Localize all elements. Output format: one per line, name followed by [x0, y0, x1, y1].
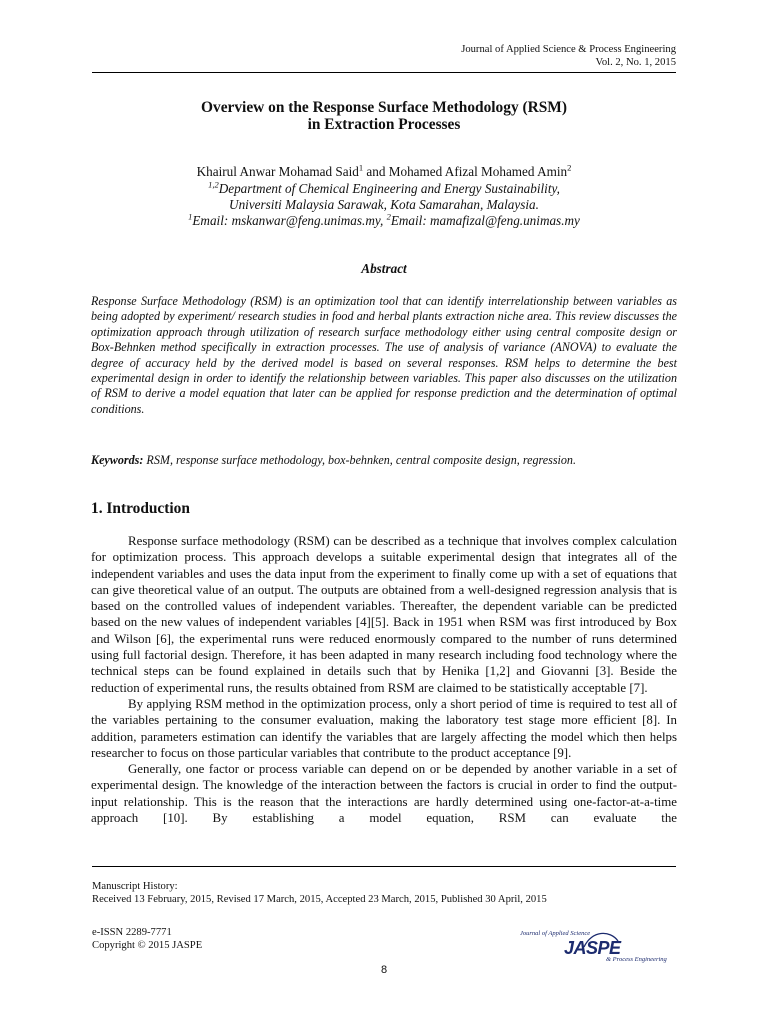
copyright: Copyright © 2015 JASPE [92, 940, 203, 951]
affiliation-department: Department of Chemical Engineering and Energy Sustainability, [218, 181, 560, 196]
email-2-sup: 2 [386, 211, 391, 222]
section-heading-introduction: 1. Introduction [91, 500, 190, 517]
author-connector: and [363, 164, 389, 179]
author-1-sup: 1 [358, 162, 364, 173]
email-1-sup: 1 [188, 211, 193, 222]
author-2: Mohamed Afizal Mohamed Amin [388, 164, 568, 179]
keywords-label: Keywords: [91, 453, 144, 467]
paper-title [92, 100, 676, 133]
svg-text:Journal of Applied Science: Journal of Applied Science [520, 930, 591, 937]
affiliation-line-1 [92, 181, 676, 197]
keywords-text: RSM, response surface methodology, box-behnken, central composite design, regression. [143, 453, 577, 467]
author-1: Khairul Anwar Mohamad Said [196, 164, 359, 179]
manuscript-history-label: Manuscript History: [92, 881, 178, 892]
svg-text:JASPE: JASPE [564, 938, 621, 958]
author-list [92, 164, 676, 180]
page-number: 8 [380, 964, 388, 976]
email-line [92, 213, 676, 229]
issn: e-ISSN 2289-7771 [92, 927, 172, 938]
paragraph: Response surface methodology (RSM) can be described as a technique that involves complex calculation for optimization process. This approach develops a suitable experimental design that integrates all of the independent variables and uses the data input from the experiment to finally come up with a set of equations that can give theoretical value of an output. The outputs are obtained from a well-designed regression analysis that is based on the controlled values of independent variables. Thereafter, the dependent variable can be predicted based on the new values of independent variables [4][5]. Back in 1951 when RSM was first introduced by Box and Wilson [6], the experimental runs were reduced enormously compared to the number of runs determined using full factorial design. Therefore, it has been adapted in many research including food technology where the technical steps can be found explained in details such that by Henika [1,2] and Giovanni [3]. Beside the reduction of experimental runs, the results obtained from RSM are claimed to be statistically acceptable [7]. [91, 534, 677, 695]
manuscript-history-dates: Received 13 February, 2015, Revised 17 March, 2015, Accepted 23 March, 2015, Published 30 April, 2015 [92, 894, 547, 905]
introduction-body [91, 533, 677, 826]
journal-volume: Vol. 2, No. 1, 2015 [595, 57, 676, 68]
email-1: Email: mskanwar@feng.unimas.my, [192, 213, 387, 228]
title-line-2: in Extraction Processes [307, 115, 461, 133]
journal-header [92, 43, 676, 69]
paragraph: Generally, one factor or process variable can depend on or be depended by another variable in a set of experimental design. The knowledge of the interaction between the factors is crucial in order to find the output-input relationship. This is the reason that the interactions are hardly determined using one-factor-at-a-time approach [10]. By establishing a model equation, RSM can evaluate the [91, 762, 677, 826]
journal-name: Journal of Applied Science & Process Engineering [461, 44, 676, 55]
abstract-heading: Abstract [361, 261, 407, 276]
abstract-text: Response Surface Methodology (RSM) is an optimization tool that can identify interrelationship between variables as being adopted by experiment/ research studies in food and herbal plants extraction niche area. This review discusses the optimization approach through utilization of research surface methodology either using central composite design or Box-Behnken method specifically in extraction processes. The use of analysis of variance (ANOVA) to evaluate the degree of accuracy held by the derived model is based on several responses. RSM helps to determine the best experimental design in order to identify the relationship between variables. This paper also discusses on the utilization of RSM to derive a model equation that later can be applied for response prediction and the determination of optimal conditions. [91, 294, 677, 416]
keywords [91, 453, 677, 468]
affiliation-sup: 1,2 [208, 179, 219, 190]
jaspe-logo [518, 925, 680, 963]
title-line-1: Overview on the Response Surface Methodology (RSM) [201, 99, 567, 116]
author-2-sup: 2 [567, 162, 572, 173]
email-2: Email: mamafizal@feng.unimas.my [390, 213, 580, 228]
header-rule [92, 72, 676, 73]
affiliation-line-2: Universiti Malaysia Sarawak, Kota Samarahan, Malaysia. [229, 197, 539, 212]
footer-rule [92, 866, 676, 867]
paragraph: By applying RSM method in the optimization process, only a short period of time is required to test all of the variables pertaining to the consumer evaluation, making the laboratory test stage more efficient [8]. In addition, parameters estimation can identify the variables that are largely affecting the model which then helps researcher to focus on those particular variables that contribute to the product acceptance [9]. [91, 696, 677, 760]
svg-text:& Process Engineering: & Process Engineering [606, 956, 667, 963]
